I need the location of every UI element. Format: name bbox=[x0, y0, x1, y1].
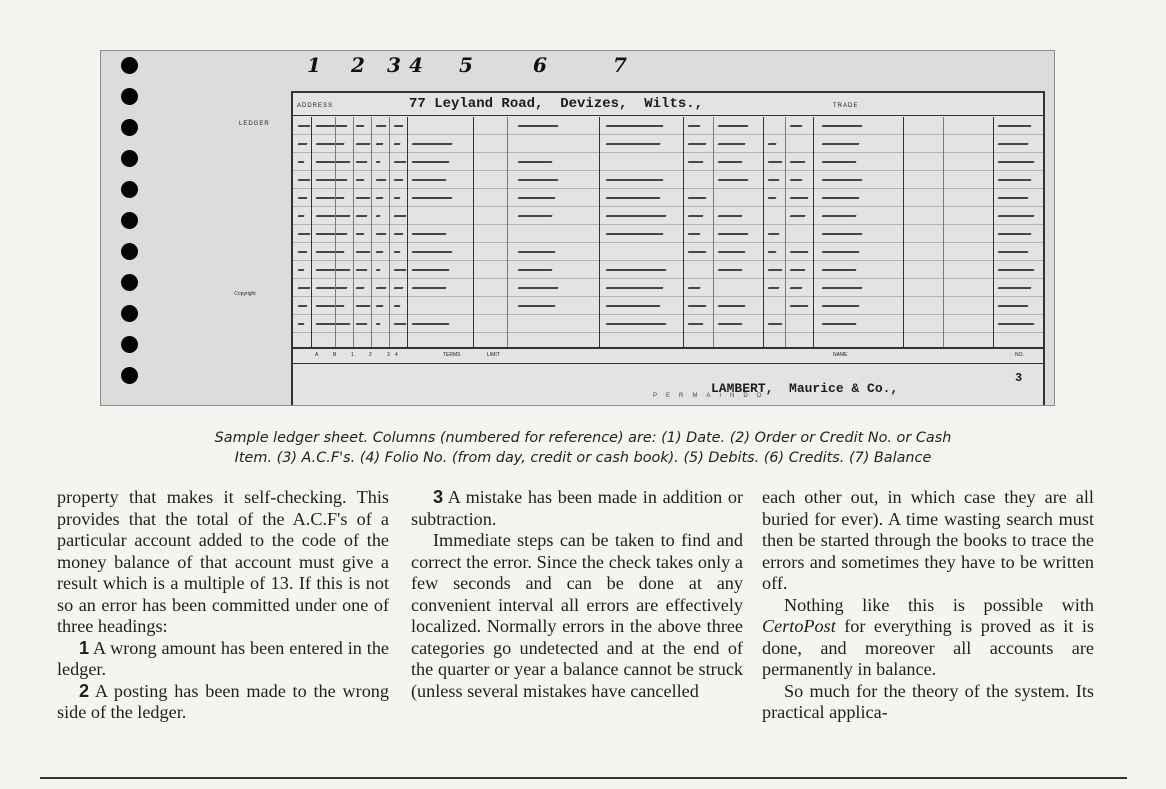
handwritten-entry bbox=[314, 125, 348, 133]
grid-line bbox=[335, 117, 336, 347]
handwritten-entry bbox=[716, 215, 743, 223]
handwritten-entry bbox=[604, 287, 664, 295]
grid-line bbox=[993, 117, 994, 347]
grid-line bbox=[311, 117, 312, 347]
list-number: 1 bbox=[79, 637, 90, 658]
column-number: 2 bbox=[351, 53, 365, 77]
handwritten-entry bbox=[716, 125, 749, 133]
handwritten-entry bbox=[996, 269, 1035, 277]
handwritten-entry bbox=[604, 305, 661, 313]
punch-hole bbox=[121, 274, 138, 291]
handwritten-entry bbox=[314, 323, 351, 331]
footer-header: B bbox=[333, 352, 337, 358]
handwritten-entry bbox=[820, 125, 863, 133]
handwritten-entry bbox=[392, 161, 407, 169]
grid-line bbox=[943, 117, 944, 347]
handwritten-entry bbox=[314, 269, 351, 277]
handwritten-entry bbox=[604, 143, 661, 151]
handwritten-entry bbox=[686, 233, 701, 241]
handwritten-entry bbox=[296, 233, 311, 241]
list-number: 2 bbox=[79, 680, 90, 701]
handwritten-entry bbox=[374, 125, 387, 133]
handwritten-entry bbox=[820, 215, 857, 223]
ledger-label: LEDGER bbox=[239, 121, 270, 127]
handwritten-entry bbox=[314, 305, 345, 313]
punch-hole bbox=[121, 243, 138, 260]
handwritten-entry bbox=[996, 305, 1029, 313]
footer-header: NO. bbox=[1015, 352, 1024, 358]
handwritten-entry bbox=[516, 305, 556, 313]
handwritten-entry bbox=[296, 215, 305, 223]
handwritten-entry bbox=[314, 215, 351, 223]
handwritten-entry bbox=[354, 215, 368, 223]
handwritten-entry bbox=[354, 287, 365, 295]
handwritten-entry bbox=[410, 179, 447, 187]
footer-headers bbox=[293, 349, 1043, 364]
handwritten-entry bbox=[392, 197, 401, 205]
list-item-2 bbox=[57, 681, 389, 724]
list-number: 3 bbox=[433, 487, 444, 507]
footer-header: LIMIT bbox=[487, 352, 500, 358]
handwritten-entry bbox=[766, 161, 783, 169]
handwritten-entry bbox=[354, 143, 371, 151]
handwritten-entry bbox=[788, 125, 803, 133]
punch-hole bbox=[121, 150, 138, 167]
handwritten-entry bbox=[374, 233, 387, 241]
handwritten-entry bbox=[788, 269, 806, 277]
handwritten-entry bbox=[296, 251, 308, 259]
handwritten-entry bbox=[374, 143, 384, 151]
footer-header: A bbox=[315, 352, 319, 358]
handwritten-entry bbox=[296, 305, 308, 313]
paragraph bbox=[762, 595, 1094, 681]
handwritten-entry bbox=[410, 233, 447, 241]
handwritten-entry bbox=[820, 323, 857, 331]
handwritten-entry bbox=[996, 287, 1032, 295]
handwritten-entry bbox=[820, 179, 863, 187]
handwritten-entry bbox=[686, 143, 707, 151]
punch-hole bbox=[121, 305, 138, 322]
handwritten-entry bbox=[296, 323, 305, 331]
list-item-text: A wrong amount has been entered in the ledger. bbox=[57, 637, 389, 679]
handwritten-entry bbox=[686, 161, 704, 169]
handwritten-entry bbox=[996, 125, 1032, 133]
handwritten-entry bbox=[788, 305, 809, 313]
handwritten-entry bbox=[392, 323, 407, 331]
handwritten-entry bbox=[410, 269, 450, 277]
footer-header: 2 bbox=[369, 352, 372, 358]
grid-line bbox=[713, 117, 714, 347]
handwritten-entry bbox=[374, 197, 384, 205]
list-item-text: A mistake has been made in addition or subtraction. bbox=[411, 487, 743, 529]
text-run: for everything is proved as it is done, and moreover all accounts are permanently in balance. bbox=[762, 616, 1094, 679]
handwritten-entry bbox=[766, 233, 780, 241]
handwritten-entry bbox=[516, 179, 559, 187]
text-run: Nothing like this is possible with bbox=[784, 594, 1094, 615]
handwritten-entry bbox=[314, 179, 348, 187]
handwritten-entry bbox=[410, 287, 447, 295]
handwritten-entry bbox=[516, 251, 556, 259]
column-number: 6 bbox=[533, 53, 547, 77]
column-number: 5 bbox=[459, 53, 473, 77]
handwritten-entry bbox=[766, 251, 777, 259]
handwritten-entry bbox=[392, 251, 401, 259]
handwritten-entry bbox=[374, 269, 381, 277]
handwritten-entry bbox=[686, 197, 707, 205]
handwritten-entry bbox=[716, 323, 743, 331]
footer-header: 4 bbox=[395, 352, 398, 358]
grid-line bbox=[599, 117, 600, 347]
handwritten-entry bbox=[374, 305, 384, 313]
handwritten-entry bbox=[716, 143, 746, 151]
handwritten-entry bbox=[354, 233, 365, 241]
handwritten-entry bbox=[788, 287, 803, 295]
handwritten-entry bbox=[516, 215, 553, 223]
handwritten-entry bbox=[354, 197, 371, 205]
handwritten-entry bbox=[604, 125, 664, 133]
handwritten-entry bbox=[354, 323, 368, 331]
punch-hole bbox=[121, 57, 138, 74]
handwritten-entry bbox=[314, 161, 351, 169]
handwritten-entry bbox=[788, 215, 806, 223]
handwritten-entry bbox=[604, 323, 667, 331]
handwritten-entry bbox=[604, 179, 664, 187]
handwritten-entry bbox=[374, 287, 387, 295]
handwritten-entry bbox=[686, 323, 704, 331]
handwritten-entry bbox=[820, 305, 860, 313]
handwritten-entry bbox=[516, 161, 553, 169]
handwritten-entry bbox=[996, 251, 1029, 259]
handwritten-entry bbox=[686, 215, 704, 223]
ledger-form bbox=[291, 91, 1045, 406]
column-number: 7 bbox=[613, 53, 627, 77]
handwritten-entry bbox=[410, 251, 453, 259]
punch-hole bbox=[121, 367, 138, 384]
handwritten-entry bbox=[766, 197, 777, 205]
handwritten-entry bbox=[996, 161, 1035, 169]
handwritten-entry bbox=[820, 233, 863, 241]
handwritten-entry bbox=[996, 179, 1032, 187]
punch-hole bbox=[121, 88, 138, 105]
handwritten-entry bbox=[354, 179, 365, 187]
handwritten-entry bbox=[392, 233, 404, 241]
handwritten-entry bbox=[766, 287, 780, 295]
address-row bbox=[293, 93, 1043, 116]
handwritten-entry bbox=[392, 305, 401, 313]
handwritten-entry bbox=[716, 161, 743, 169]
grid-line bbox=[353, 117, 354, 347]
handwritten-entry bbox=[766, 323, 783, 331]
handwritten-entry bbox=[766, 179, 780, 187]
text-column-1 bbox=[57, 487, 389, 724]
handwritten-entry bbox=[604, 215, 667, 223]
handwritten-entry bbox=[604, 197, 661, 205]
handwritten-entry bbox=[686, 251, 707, 259]
handwritten-entry bbox=[996, 215, 1035, 223]
list-item-1 bbox=[57, 638, 389, 681]
form-brand: PERMAINDO bbox=[653, 393, 771, 399]
handwritten-entry bbox=[766, 143, 777, 151]
handwritten-entry bbox=[686, 287, 701, 295]
handwritten-entry bbox=[392, 269, 407, 277]
list-item-3 bbox=[411, 487, 743, 530]
punch-hole bbox=[121, 336, 138, 353]
text-column-2 bbox=[411, 487, 743, 702]
ledger-footer bbox=[293, 347, 1043, 406]
column-number: 4 bbox=[409, 53, 423, 77]
footer-header: NAME bbox=[833, 352, 848, 358]
grid-line bbox=[813, 117, 814, 347]
handwritten-entry bbox=[354, 305, 371, 313]
punch-hole bbox=[121, 119, 138, 136]
handwritten-entry bbox=[410, 197, 453, 205]
address-text: 77 Leyland Road, Devizes, Wilts., bbox=[409, 96, 704, 112]
grid-line bbox=[473, 117, 474, 347]
handwritten-entry bbox=[296, 125, 311, 133]
paragraph: So much for the theory of the system. Its practical applica- bbox=[762, 680, 1094, 722]
punch-holes bbox=[109, 51, 149, 405]
handwritten-entry bbox=[354, 125, 365, 133]
handwritten-entry bbox=[788, 197, 809, 205]
handwritten-entry bbox=[374, 251, 384, 259]
bottom-rule bbox=[40, 777, 1127, 779]
handwritten-entry bbox=[374, 323, 381, 331]
grid-line bbox=[389, 117, 390, 347]
handwritten-entry bbox=[996, 233, 1032, 241]
handwritten-entry bbox=[354, 251, 371, 259]
handwritten-entry bbox=[354, 161, 368, 169]
handwritten-entry bbox=[296, 287, 311, 295]
handwritten-entry bbox=[296, 161, 305, 169]
text-column-3 bbox=[762, 487, 1094, 724]
paragraph: property that makes it self-checking. This provides that the total of the A.C.F's of a particular account added to the code of the money balance of that account must give a result which is a multiple of 13. If this is not so an error has been committed under one of three headings: bbox=[57, 487, 389, 636]
grid-line bbox=[371, 117, 372, 347]
handwritten-entry bbox=[996, 143, 1029, 151]
handwritten-entry bbox=[604, 269, 667, 277]
handwritten-entry bbox=[716, 233, 749, 241]
handwritten-entry bbox=[788, 251, 809, 259]
grid-line bbox=[903, 117, 904, 347]
column-number: 1 bbox=[307, 53, 321, 77]
punch-hole bbox=[121, 181, 138, 198]
handwritten-entry bbox=[996, 323, 1035, 331]
handwritten-entry bbox=[516, 125, 559, 133]
handwritten-entry bbox=[820, 287, 863, 295]
handwritten-entry bbox=[296, 179, 311, 187]
trade-label: TRADE bbox=[833, 103, 859, 109]
handwritten-entry bbox=[296, 143, 308, 151]
handwritten-entry bbox=[392, 287, 404, 295]
handwritten-entry bbox=[516, 287, 559, 295]
handwritten-entry bbox=[410, 161, 450, 169]
ledger-entries-grid bbox=[293, 117, 1043, 347]
paragraph: each other out, in which case they are all buried for ever). A time wasting search must then be started through the books to trace the errors and sometimes they have to be written off. bbox=[762, 487, 1094, 593]
handwritten-entry bbox=[314, 143, 345, 151]
grid-line bbox=[507, 117, 508, 347]
handwritten-entry bbox=[296, 197, 308, 205]
brand-name: CertoPost bbox=[762, 616, 836, 636]
caption-line-1: Sample ledger sheet. Columns (numbered for reference) are: (1) Date. (2) Order or Credit No. or Cash bbox=[214, 430, 952, 446]
handwritten-entry bbox=[374, 161, 381, 169]
handwritten-entry bbox=[392, 215, 407, 223]
column-number: 3 bbox=[387, 53, 401, 77]
handwritten-entry bbox=[686, 305, 707, 313]
footer-header: 3 bbox=[387, 352, 390, 358]
grid-line bbox=[683, 117, 684, 347]
handwritten-entry bbox=[820, 269, 857, 277]
address-label: ADDRESS bbox=[297, 103, 334, 109]
handwritten-entry bbox=[392, 125, 404, 133]
list-item-text: A posting has been made to the wrong side of the ledger. bbox=[57, 680, 389, 722]
handwritten-entry bbox=[410, 143, 453, 151]
handwritten-entry bbox=[516, 197, 556, 205]
handwritten-entry bbox=[820, 251, 860, 259]
handwritten-entry bbox=[716, 269, 743, 277]
figure-caption bbox=[100, 428, 1066, 468]
handwritten-entry bbox=[374, 179, 387, 187]
handwritten-entry bbox=[788, 161, 806, 169]
handwritten-entry bbox=[686, 125, 701, 133]
handwritten-entry bbox=[296, 269, 305, 277]
handwritten-entry bbox=[392, 179, 404, 187]
handwritten-entry bbox=[820, 161, 857, 169]
handwritten-entry bbox=[314, 233, 348, 241]
handwritten-entry bbox=[996, 197, 1029, 205]
account-number: 3 bbox=[1015, 371, 1023, 385]
footer-header: TERMS bbox=[443, 352, 461, 358]
handwritten-entry bbox=[820, 143, 860, 151]
handwritten-entry bbox=[516, 269, 553, 277]
handwritten-entry bbox=[314, 251, 345, 259]
handwritten-entry bbox=[410, 323, 450, 331]
grid-line bbox=[407, 117, 408, 347]
handwritten-entry bbox=[314, 287, 348, 295]
copyright-notice: Copyright bbox=[234, 291, 256, 297]
handwritten-entry bbox=[766, 269, 783, 277]
handwritten-entry bbox=[604, 233, 664, 241]
handwritten-entry bbox=[354, 269, 368, 277]
handwritten-entry bbox=[314, 197, 345, 205]
handwritten-entry bbox=[374, 215, 381, 223]
punch-hole bbox=[121, 212, 138, 229]
ledger-sheet-photo bbox=[100, 50, 1055, 406]
footer-header: 1 bbox=[351, 352, 354, 358]
handwritten-entry bbox=[392, 143, 401, 151]
handwritten-entry bbox=[716, 179, 749, 187]
handwritten-entry bbox=[820, 197, 860, 205]
handwritten-entry bbox=[716, 305, 746, 313]
handwritten-entry bbox=[788, 179, 803, 187]
grid-line bbox=[763, 117, 764, 347]
handwritten-entry bbox=[716, 251, 746, 259]
account-name: LAMBERT, Maurice & Co., bbox=[711, 381, 899, 396]
paragraph: Immediate steps can be taken to find and correct the error. Since the check takes only a few seconds and can be done at any convenient interval all errors are effectively localized. Normally errors in the above three categories go undetected and at the end of the quarter or year a balance cannot be struck (unless several mistakes have cancelled bbox=[411, 530, 743, 701]
grid-line bbox=[785, 117, 786, 347]
caption-line-2: Item. (3) A.C.F's. (4) Folio No. (from day, credit or cash book). (5) Debits. (6) Credits. (7) Balance bbox=[234, 450, 932, 466]
